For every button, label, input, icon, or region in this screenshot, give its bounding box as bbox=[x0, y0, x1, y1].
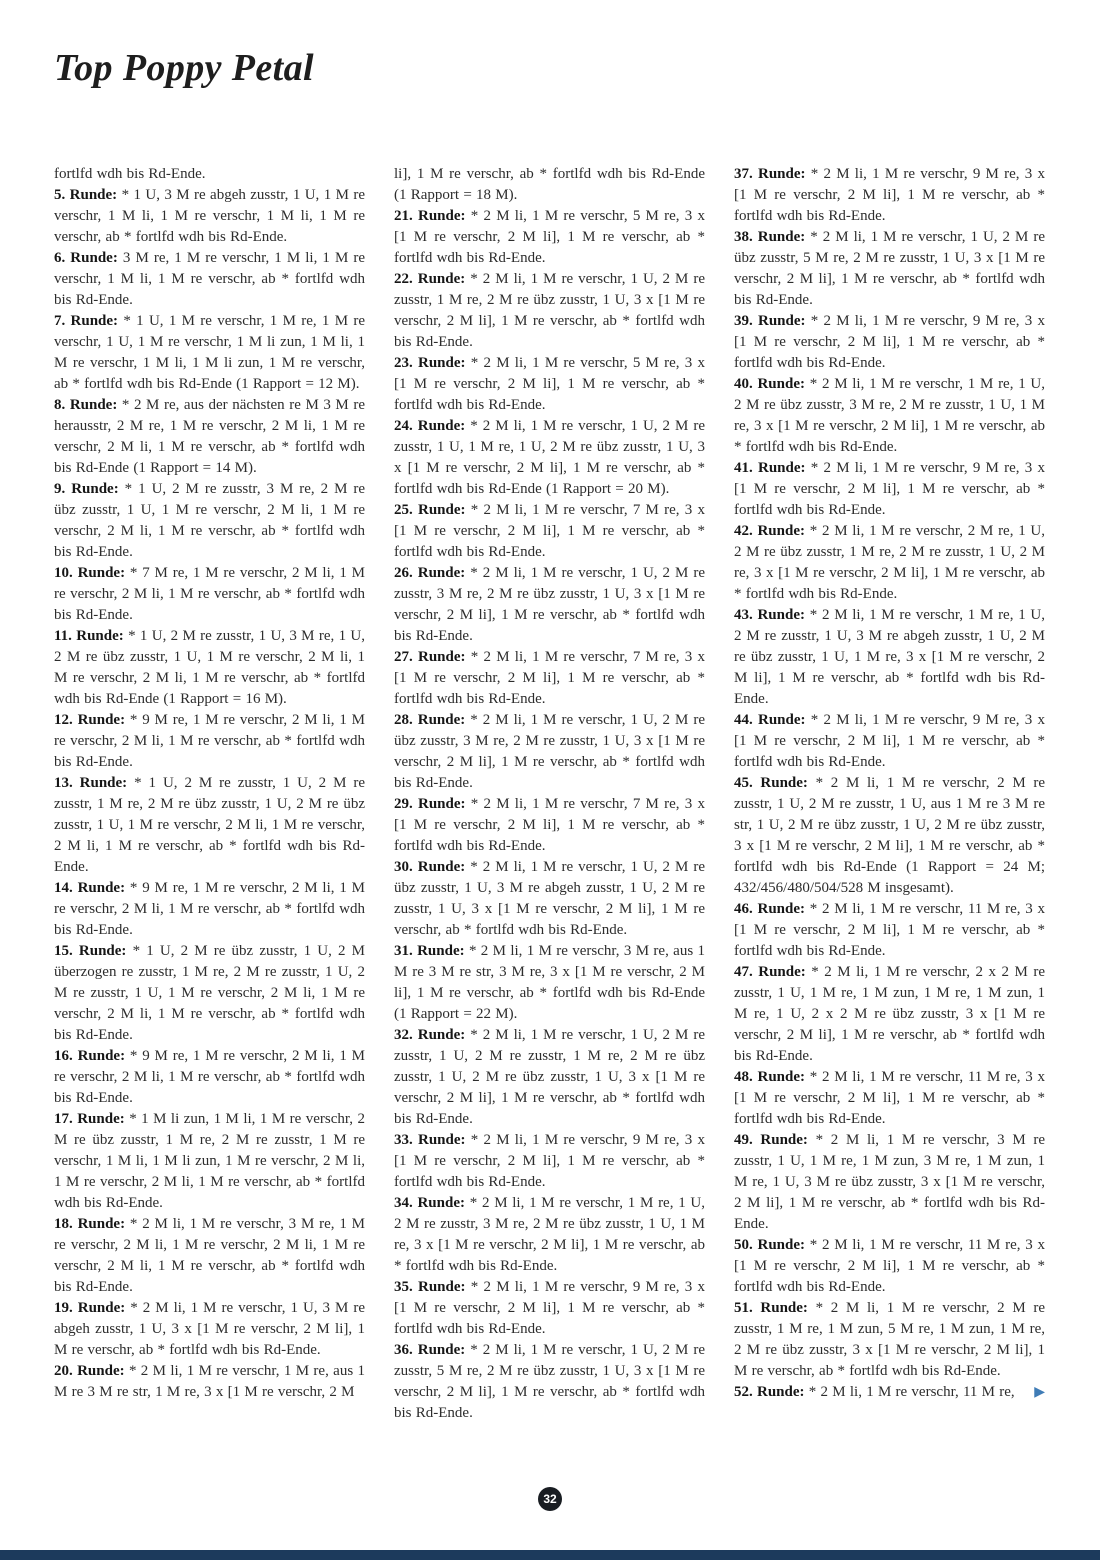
round-label: 52. Runde: bbox=[734, 1384, 809, 1400]
round-text: * 2 M li, 1 M re verschr, 1 U, 2 M re zusstr, 1 U, 2 M re zusstr, 1 M re, 2 M re übz zusstr, 1 U, 2 M re übz zusstr, 1 U, 3 x [1 M re verschr, 2 M li], 1 M re verschr, ab * fortlfd wdh bis Rd-Ende. bbox=[394, 1027, 706, 1127]
round-label: 25. Runde: bbox=[394, 502, 471, 518]
round-text: * 9 M re, 1 M re verschr, 2 M li, 1 M re verschr, 2 M li, 1 M re verschr, ab * fortlfd wdh bis Rd-Ende. bbox=[54, 880, 365, 938]
round-text: * 2 M re, aus der nächsten re M 3 M re herausstr, 2 M re, 1 M re verschr, 2 M li, 1 M re verschr, 2 M li, 1 M re verschr, ab * fortlfd wdh bis Rd-Ende (1 Rapport = 14 M). bbox=[54, 397, 365, 476]
round-label: 16. Runde: bbox=[54, 1048, 130, 1064]
round-text: * 1 U, 2 M re übz zusstr, 1 U, 2 M überzogen re zusstr, 1 M re, 2 M re zusstr, 1 U, 2 M re zusstr, 1 U, 1 M re verschr, 2 M li, 1 M re verschr, 2 M li, 1 M re verschr, ab * fortlfd wdh bis Rd-Ende. bbox=[54, 943, 365, 1043]
round-label: 15. Runde: bbox=[54, 943, 133, 959]
round-label: 23. Runde: bbox=[394, 355, 471, 371]
pattern-round-entry bbox=[394, 710, 705, 794]
round-text: * 2 M li, 1 M re verschr, 1 U, 2 M re zusstr, 3 M re, 2 M re übz zusstr, 1 U, 3 x [1 M re verschr, 2 M li], 1 M re verschr, ab * fortlfd wdh bis Rd-Ende. bbox=[394, 565, 706, 644]
pattern-round-entry bbox=[734, 962, 1045, 1067]
round-text: * 2 M li, 1 M re verschr, 1 M re, aus 1 M re 3 M re str, 1 M re, 3 x [1 M re verschr, 2 M bbox=[54, 1363, 365, 1400]
round-label: 11. Runde: bbox=[54, 628, 129, 644]
round-text: fortlfd wdh bis Rd-Ende. bbox=[54, 166, 206, 182]
round-label: 24. Runde: bbox=[394, 418, 471, 434]
pattern-round-entry bbox=[54, 185, 365, 248]
page-title: Top Poppy Petal bbox=[54, 47, 314, 89]
pattern-round-entry bbox=[54, 1214, 365, 1298]
round-text: * 2 M li, 1 M re verschr, 9 M re, 3 x [1 M re verschr, 2 M li], 1 M re verschr, ab * fortlfd wdh bis Rd-Ende. bbox=[394, 1132, 705, 1190]
pattern-round-entry bbox=[54, 479, 365, 563]
round-label: 22. Runde: bbox=[394, 271, 471, 287]
round-text: * 1 U, 1 M re verschr, 1 M re, 1 M re verschr, 1 U, 1 M re verschr, 1 M li zun, 1 M li, 1 M re verschr, 1 M li, 1 M li zun, 1 M re verschr, ab * fortlfd wdh bis Rd-Ende (1 Rapport = 12 M). bbox=[54, 313, 365, 392]
pattern-round-entry bbox=[734, 458, 1045, 521]
pattern-round-entry bbox=[734, 1298, 1045, 1382]
continuation-arrow-icon: ▶ bbox=[1034, 1384, 1045, 1400]
pattern-round-entry bbox=[394, 1130, 705, 1193]
round-text: li], 1 M re verschr, ab * fortlfd wdh bis Rd-Ende (1 Rapport = 18 M). bbox=[394, 166, 705, 203]
pattern-round-entry bbox=[394, 563, 705, 647]
round-text: * 2 M li, 1 M re verschr, 1 U, 2 M re übz zusstr, 5 M re, 2 M re zusstr, 1 U, 3 x [1 M re verschr, 2 M li], 1 M re verschr, ab * fortlfd wdh bis Rd-Ende. bbox=[734, 229, 1046, 308]
round-label: 18. Runde: bbox=[54, 1216, 130, 1232]
round-label: 7. Runde: bbox=[54, 313, 124, 329]
round-text: * 2 M li, 1 M re verschr, 1 M re, 1 U, 2 M re übz zusstr, 3 M re, 2 M re zusstr, 1 U, 1 M re, 3 x [1 M re verschr, 2 M li], 1 M re verschr, ab * fortlfd wdh bis Rd-Ende. bbox=[734, 376, 1046, 455]
pattern-round-entry bbox=[54, 941, 365, 1046]
round-text: * 2 M li, 1 M re verschr, 1 U, 3 M re abgeh zusstr, 1 U, 3 x [1 M re verschr, 2 M li], 1 M re verschr, ab * fortlfd wdh bis Rd-Ende. bbox=[54, 1300, 366, 1358]
round-text: * 2 M li, 1 M re verschr, 9 M re, 3 x [1 M re verschr, 2 M li], 1 M re verschr, ab * fortlfd wdh bis Rd-Ende. bbox=[734, 313, 1045, 371]
pattern-round-entry bbox=[394, 206, 705, 269]
round-label: 38. Runde: bbox=[734, 229, 811, 245]
round-text: * 2 M li, 1 M re verschr, 3 M re, 1 M re verschr, 2 M li, 1 M re verschr, 2 M li, 1 M re verschr, 2 M li, 1 M re verschr, ab * fortlfd wdh bis Rd-Ende. bbox=[54, 1216, 365, 1295]
round-label: 29. Runde: bbox=[394, 796, 471, 812]
round-label: 51. Runde: bbox=[734, 1300, 816, 1316]
round-label: 50. Runde: bbox=[734, 1237, 810, 1253]
pattern-round-entry bbox=[394, 416, 705, 500]
round-label: 36. Runde: bbox=[394, 1342, 471, 1358]
column-3 bbox=[734, 164, 1045, 1424]
pattern-round-entry bbox=[734, 164, 1045, 227]
round-label: 44. Runde: bbox=[734, 712, 811, 728]
round-text: * 2 M li, 1 M re verschr, 9 M re, 3 x [1 M re verschr, 2 M li], 1 M re verschr, ab * fortlfd wdh bis Rd-Ende. bbox=[734, 460, 1045, 518]
round-text: * 2 M li, 1 M re verschr, 2 M re zusstr, 1 M re, 1 M zun, 5 M re, 1 M zun, 1 M re, 2 M re übz zusstr, 3 x [1 M re verschr, 2 M li], 1 M re verschr, ab * fortlfd wdh bis Rd-Ende. bbox=[734, 1300, 1045, 1379]
round-label: 6. Runde: bbox=[54, 250, 123, 266]
round-label: 32. Runde: bbox=[394, 1027, 471, 1043]
round-label: 39. Runde: bbox=[734, 313, 811, 329]
round-text: * 2 M li, 1 M re verschr, 11 M re, 3 x [1 M re verschr, 2 M li], 1 M re verschr, ab * fortlfd wdh bis Rd-Ende. bbox=[734, 1237, 1046, 1295]
round-text: * 2 M li, 1 M re verschr, 1 U, 2 M re zusstr, 5 M re, 2 M re übz zusstr, 1 U, 3 x [1 M re verschr, 2 M li], 1 M re verschr, ab * fortlfd wdh bis Rd-Ende. bbox=[394, 1342, 706, 1421]
pattern-round-entry bbox=[394, 1193, 705, 1277]
pattern-round-entry bbox=[734, 521, 1045, 605]
round-label: 9. Runde: bbox=[54, 481, 125, 497]
pattern-round-entry bbox=[394, 647, 705, 710]
pattern-round-entry bbox=[394, 269, 705, 353]
pattern-round-entry bbox=[394, 500, 705, 563]
pattern-round-entry bbox=[54, 878, 365, 941]
round-text: * 2 M li, 1 M re verschr, 11 M re, bbox=[808, 1384, 1015, 1400]
round-text: * 2 M li, 1 M re verschr, 2 M re zusstr, 1 U, 2 M re zusstr, 1 U, aus 1 M re 3 M re str, 1 U, 2 M re übz zusstr, 1 U, 2 M re übz zusstr, 3 x [1 M re verschr, 2 M li], 1 M re verschr, ab * fortlfd wdh bis Rd-Ende (1 Rapport = 24 M; 432/456/480/504/528 M insgesamt). bbox=[734, 775, 1045, 896]
column-2 bbox=[394, 164, 705, 1424]
pattern-round-entry bbox=[54, 1109, 365, 1214]
page-number-badge: 32 bbox=[538, 1487, 562, 1511]
pattern-round-entry bbox=[394, 1025, 705, 1130]
pattern-round-entry bbox=[734, 605, 1045, 710]
round-label: 37. Runde: bbox=[734, 166, 811, 182]
pattern-round-entry bbox=[54, 311, 365, 395]
pattern-round-entry bbox=[54, 626, 365, 710]
round-label: 46. Runde: bbox=[734, 901, 810, 917]
pattern-round-entry bbox=[734, 1235, 1045, 1298]
round-label: 45. Runde: bbox=[734, 775, 816, 791]
round-text: * 2 M li, 1 M re verschr, 1 M re, 1 U, 2 M re zusstr, 3 M re, 2 M re übz zusstr, 1 U, 1 M re, 3 x [1 M re verschr, 2 M li], 1 M re verschr, ab * fortlfd wdh bis Rd-Ende. bbox=[394, 1195, 706, 1274]
round-text: * 2 M li, 1 M re verschr, 2 x 2 M re zusstr, 1 U, 1 M re, 1 M zun, 1 M re, 1 M zun, 1 M re, 1 U, 2 x 2 M re übz zusstr, 3 x [1 M re verschr, 2 M li], 1 M re verschr, ab * fortlfd wdh bis Rd-Ende. bbox=[734, 964, 1046, 1064]
round-label: 28. Runde: bbox=[394, 712, 471, 728]
round-label: 8. Runde: bbox=[54, 397, 122, 413]
pattern-round-entry bbox=[54, 164, 365, 185]
round-label: 47. Runde: bbox=[734, 964, 812, 980]
round-label: 12. Runde: bbox=[54, 712, 130, 728]
round-text: * 9 M re, 1 M re verschr, 2 M li, 1 M re verschr, 2 M li, 1 M re verschr, ab * fortlfd wdh bis Rd-Ende. bbox=[54, 712, 365, 770]
round-text: * 2 M li, 1 M re verschr, 5 M re, 3 x [1 M re verschr, 2 M li], 1 M re verschr, ab * fortlfd wdh bis Rd-Ende. bbox=[394, 208, 705, 266]
round-label: 19. Runde: bbox=[54, 1300, 131, 1316]
pattern-round-entry bbox=[54, 710, 365, 773]
round-text: * 2 M li, 1 M re verschr, 2 M re, 1 U, 2 M re übz zusstr, 1 M re, 2 M re zusstr, 1 U, 2 M re, 3 x [1 M re verschr, 2 M li], 1 M re verschr, ab * fortlfd wdh bis Rd-Ende. bbox=[734, 523, 1046, 602]
round-text: * 2 M li, 1 M re verschr, 1 M re, 1 U, 2 M re zusstr, 1 U, 3 M re abgeh zusstr, 1 U, 2 M re übz zusstr, 1 U, 1 M re, 3 x [1 M re verschr, 2 M li], 1 M re verschr, ab * fortlfd wdh bis Rd-Ende. bbox=[734, 607, 1046, 707]
pattern-round-entry bbox=[394, 1340, 705, 1424]
pattern-round-entry bbox=[734, 1382, 1045, 1403]
pattern-round-entry bbox=[394, 857, 705, 941]
pattern-round-entry bbox=[734, 227, 1045, 311]
pattern-round-entry bbox=[394, 794, 705, 857]
round-text: * 2 M li, 1 M re verschr, 9 M re, 3 x [1 M re verschr, 2 M li], 1 M re verschr, ab * fortlfd wdh bis Rd-Ende. bbox=[734, 712, 1045, 770]
pattern-round-entry bbox=[394, 164, 705, 206]
pattern-columns bbox=[54, 164, 1046, 1424]
round-text: * 2 M li, 1 M re verschr, 9 M re, 3 x [1 M re verschr, 2 M li], 1 M re verschr, ab * fortlfd wdh bis Rd-Ende. bbox=[734, 166, 1045, 224]
round-text: * 2 M li, 1 M re verschr, 11 M re, 3 x [1 M re verschr, 2 M li], 1 M re verschr, ab * fortlfd wdh bis Rd-Ende. bbox=[734, 901, 1046, 959]
pattern-round-entry bbox=[54, 1361, 365, 1403]
round-label: 41. Runde: bbox=[734, 460, 811, 476]
round-text: * 2 M li, 1 M re verschr, 1 U, 2 M re zusstr, 1 M re, 2 M re übz zusstr, 1 U, 3 x [1 M re verschr, 2 M li], 1 M re verschr, ab * fortlfd wdh bis Rd-Ende. bbox=[394, 271, 706, 350]
pattern-round-entry bbox=[734, 773, 1045, 899]
pattern-round-entry bbox=[734, 899, 1045, 962]
round-label: 34. Runde: bbox=[394, 1195, 470, 1211]
round-text: * 1 U, 3 M re abgeh zusstr, 1 U, 1 M re verschr, 1 M li, 1 M re verschr, 1 M li, 1 M re verschr, ab * fortlfd wdh bis Rd-Ende. bbox=[54, 187, 366, 245]
round-label: 21. Runde: bbox=[394, 208, 471, 224]
pattern-round-entry bbox=[54, 248, 365, 311]
round-label: 33. Runde: bbox=[394, 1132, 471, 1148]
footer-bar bbox=[0, 1550, 1100, 1560]
round-text: * 1 U, 2 M re zusstr, 3 M re, 2 M re übz zusstr, 1 U, 1 M re verschr, 2 M li, 1 M re verschr, 2 M li, 1 M re verschr, ab * fortlfd wdh bis Rd-Ende. bbox=[54, 481, 366, 560]
round-text: * 2 M li, 1 M re verschr, 1 U, 2 M re übz zusstr, 3 M re, 2 M re zusstr, 1 U, 3 x [1 M re verschr, 2 M li], 1 M re verschr, ab * fortlfd wdh bis Rd-Ende. bbox=[394, 712, 706, 791]
pattern-round-entry bbox=[734, 311, 1045, 374]
pattern-round-entry bbox=[734, 1130, 1045, 1235]
pattern-round-entry bbox=[54, 1046, 365, 1109]
round-text: * 1 U, 2 M re zusstr, 1 U, 3 M re, 1 U, 2 M re übz zusstr, 1 U, 1 M re verschr, 2 M li, 1 M re verschr, 2 M li, 1 M re verschr, ab * fortlfd wdh bis Rd-Ende (1 Rapport = 16 M). bbox=[54, 628, 365, 707]
round-text: * 2 M li, 1 M re verschr, 1 U, 2 M re übz zusstr, 1 U, 3 M re abgeh zusstr, 1 U, 2 M re zusstr, 1 U, 3 x [1 M re verschr, 2 M li], 1 M re verschr, ab * fortlfd wdh bis Rd-Ende. bbox=[394, 859, 706, 938]
round-label: 13. Runde: bbox=[54, 775, 135, 791]
round-text: * 9 M re, 1 M re verschr, 2 M li, 1 M re verschr, 2 M li, 1 M re verschr, ab * fortlfd wdh bis Rd-Ende. bbox=[54, 1048, 365, 1106]
round-label: 26. Runde: bbox=[394, 565, 471, 581]
round-text: * 7 M re, 1 M re verschr, 2 M li, 1 M re verschr, 2 M li, 1 M re verschr, ab * fortlfd wdh bis Rd-Ende. bbox=[54, 565, 365, 623]
column-1 bbox=[54, 164, 365, 1424]
round-text: * 1 U, 2 M re zusstr, 1 U, 2 M re zusstr, 1 M re, 2 M re übz zusstr, 1 U, 2 M re übz zusstr, 1 U, 1 M re verschr, 2 M li, 1 M re verschr, 2 M li, 1 M re verschr, ab * fortlfd wdh bis Rd-Ende. bbox=[54, 775, 366, 875]
round-text: * 2 M li, 1 M re verschr, 3 M re zusstr, 1 U, 1 M re, 1 M zun, 3 M re, 1 M zun, 1 M re, 1 U, 3 M re übz zusstr, 3 x [1 M re verschr, 2 M li], 1 M re verschr, ab * fortlfd wdh bis Rd-Ende. bbox=[734, 1132, 1045, 1232]
round-label: 35. Runde: bbox=[394, 1279, 471, 1295]
round-text: * 2 M li, 1 M re verschr, 5 M re, 3 x [1 M re verschr, 2 M li], 1 M re verschr, ab * fortlfd wdh bis Rd-Ende. bbox=[394, 355, 705, 413]
round-label: 17. Runde: bbox=[54, 1111, 130, 1127]
pattern-round-entry bbox=[734, 1067, 1045, 1130]
round-text: * 2 M li, 1 M re verschr, 7 M re, 3 x [1 M re verschr, 2 M li], 1 M re verschr, ab * fortlfd wdh bis Rd-Ende. bbox=[394, 649, 705, 707]
round-label: 40. Runde: bbox=[734, 376, 810, 392]
pattern-round-entry bbox=[54, 395, 365, 479]
round-label: 48. Runde: bbox=[734, 1069, 810, 1085]
round-text: * 2 M li, 1 M re verschr, 3 M re, aus 1 M re 3 M re str, 3 M re, 3 x [1 M re verschr, 2 M li], 1 M re verschr, ab * fortlfd wdh bis Rd-Ende (1 Rapport = 22 M). bbox=[394, 943, 705, 1022]
round-label: 31. Runde: bbox=[394, 943, 469, 959]
round-text: * 2 M li, 1 M re verschr, 11 M re, 3 x [1 M re verschr, 2 M li], 1 M re verschr, ab * fortlfd wdh bis Rd-Ende. bbox=[734, 1069, 1046, 1127]
pattern-round-entry bbox=[54, 773, 365, 878]
round-label: 49. Runde: bbox=[734, 1132, 816, 1148]
round-text: * 2 M li, 1 M re verschr, 7 M re, 3 x [1 M re verschr, 2 M li], 1 M re verschr, ab * fortlfd wdh bis Rd-Ende. bbox=[394, 796, 705, 854]
pattern-round-entry bbox=[734, 710, 1045, 773]
pattern-round-entry bbox=[394, 1277, 705, 1340]
pattern-round-entry bbox=[54, 563, 365, 626]
round-text: * 2 M li, 1 M re verschr, 9 M re, 3 x [1 M re verschr, 2 M li], 1 M re verschr, ab * fortlfd wdh bis Rd-Ende. bbox=[394, 1279, 705, 1337]
round-label: 43. Runde: bbox=[734, 607, 810, 623]
pattern-round-entry bbox=[394, 353, 705, 416]
round-label: 42. Runde: bbox=[734, 523, 810, 539]
pattern-round-entry bbox=[394, 941, 705, 1025]
pattern-round-entry bbox=[54, 1298, 365, 1361]
round-text: 3 M re, 1 M re verschr, 1 M li, 1 M re verschr, 1 M li, 1 M re verschr, ab * fortlfd wdh bis Rd-Ende. bbox=[54, 250, 366, 308]
round-label: 27. Runde: bbox=[394, 649, 471, 665]
pattern-round-entry bbox=[734, 374, 1045, 458]
round-label: 20. Runde: bbox=[54, 1363, 129, 1379]
round-label: 10. Runde: bbox=[54, 565, 130, 581]
round-text: * 2 M li, 1 M re verschr, 1 U, 2 M re zusstr, 1 U, 1 M re, 1 U, 2 M re übz zusstr, 1 U, 3 x [1 M re verschr, 2 M li], 1 M re verschr, ab * fortlfd wdh bis Rd-Ende (1 Rapport = 20 M). bbox=[394, 418, 706, 497]
round-text: * 2 M li, 1 M re verschr, 7 M re, 3 x [1 M re verschr, 2 M li], 1 M re verschr, ab * fortlfd wdh bis Rd-Ende. bbox=[394, 502, 705, 560]
round-label: 30. Runde: bbox=[394, 859, 471, 875]
round-label: 14. Runde: bbox=[54, 880, 130, 896]
round-label: 5. Runde: bbox=[54, 187, 122, 203]
round-text: * 1 M li zun, 1 M li, 1 M re verschr, 2 M re übz zusstr, 1 M re, 2 M re zusstr, 1 M re verschr, 1 M li, 1 M li zun, 1 M re verschr, 2 M li, 1 M re verschr, 2 M li, 1 M re verschr, ab * fortlfd wdh bis Rd-Ende. bbox=[54, 1111, 365, 1211]
